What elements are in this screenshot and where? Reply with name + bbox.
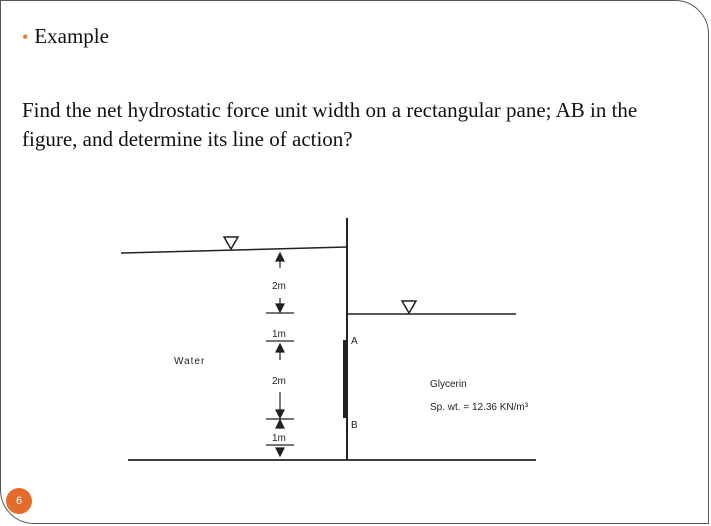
dim-label-1m-upper: 1m: [272, 329, 286, 340]
label-glycerin: Glycerin: [430, 379, 467, 390]
water-surface-triangle-icon: [224, 237, 238, 249]
dim-arrow-down-icon: [276, 304, 284, 312]
dim-label-2m-lower: 2m: [272, 376, 286, 387]
label-water: Water: [174, 356, 206, 367]
slide-number-badge: 6: [6, 488, 32, 514]
label-point-a: A: [351, 336, 358, 347]
bullet-dot-icon: •: [22, 27, 29, 47]
dim-arrow-down-icon: [276, 410, 284, 418]
dim-arrow-up-icon: [276, 420, 284, 428]
label-point-b: B: [351, 420, 358, 431]
dim-label-2m-upper: 2m: [272, 281, 286, 292]
glycerin-surface-triangle-icon: [402, 301, 416, 313]
water-surface-line: [121, 247, 347, 253]
dim-label-1m-lower: 1m: [272, 433, 286, 444]
bullet-text: Example: [34, 24, 109, 48]
label-glycerin-property: Sp. wt. = 12.36 KN/m³: [430, 402, 529, 413]
dim-arrow-down-icon: [276, 448, 284, 456]
question-text: Find the net hydrostatic force unit width on a rectangular pane; AB in the figure, and determine its line of action?: [22, 98, 638, 151]
dim-arrow-up-icon: [276, 253, 284, 261]
